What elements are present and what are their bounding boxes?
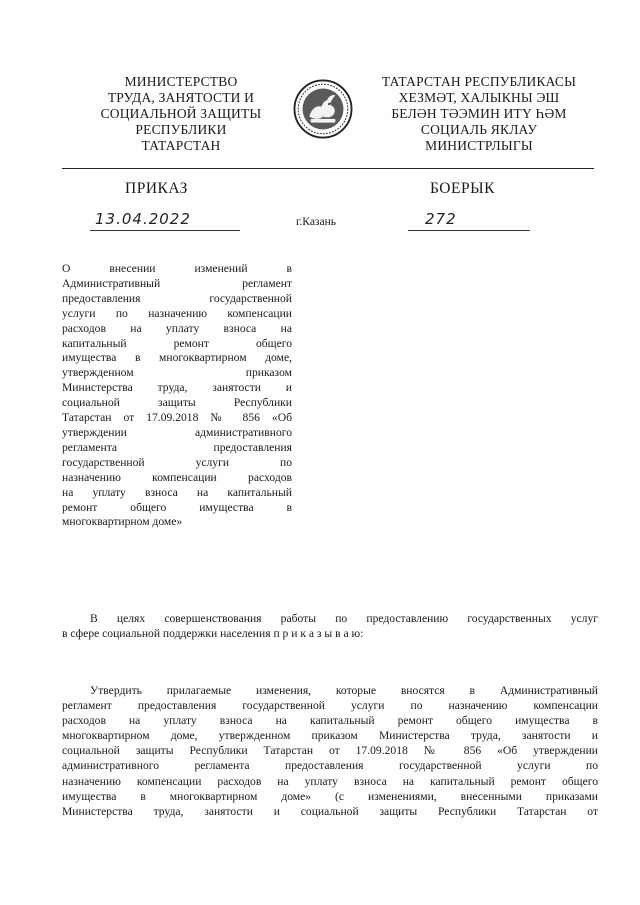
order-date: 13.04.2022 (95, 210, 191, 228)
body-line: имущества в многоквартирном доме» (с изменениями, внесенными приказами (62, 789, 598, 803)
ministry-name-line: СОЦИАЛЬНОЙ ЗАЩИТЫ (100, 106, 262, 121)
subject-line: предоставления государственной (62, 291, 292, 305)
body-line: социальной защиты Республики Татарстан от 17.09.2018 № 856 «Об утверждении (62, 744, 598, 758)
order-preamble (62, 611, 598, 641)
ministry-name-line: СОЦИАЛЬ ЯКЛАУ (420, 122, 538, 137)
preamble-line: В целях совершенствования работы по предоставлению государственных услуг (90, 612, 598, 625)
subject-line: утвержденном приказом (62, 366, 292, 380)
ministry-name-line: ХЕЗМӘТ, ХАЛЫКНЫ ЭШ (398, 90, 560, 105)
subject-line: на уплату взноса на капитальный (62, 485, 292, 499)
subject-line: Административный регламент (62, 276, 292, 290)
ministry-name-line: ТАТАРСТАН (141, 138, 221, 153)
ministry-name-line: ТРУДА, ЗАНЯТОСТИ И (107, 90, 255, 105)
body-line: регламент предоставления государственной услуги по назначению компенсации (62, 699, 598, 713)
ministry-name-russian (86, 74, 276, 154)
subject-line: расходов на уплату взноса на (62, 321, 292, 335)
subject-line: О внесении изменений в (62, 262, 292, 275)
ministry-name-line: РЕСПУБЛИКИ (135, 122, 227, 137)
subject-line: Татарстан от 17.09.2018 № 856 «Об (62, 411, 292, 425)
subject-line: услуги по назначению компенсации (62, 306, 292, 320)
subject-line: социальной защиты Республики (62, 396, 292, 410)
subject-line: ремонт общего имущества в (62, 500, 292, 514)
body-line: назначению компенсации расходов на уплату взноса на капитальный ремонт общего (62, 774, 598, 788)
body-line: расходов на уплату взноса на капитальный ремонт общего имущества в (62, 714, 598, 728)
order-number: 272 (425, 210, 457, 228)
coat-of-arms-icon (292, 78, 354, 140)
header-divider (62, 168, 594, 169)
order-city: г.Казань (296, 216, 336, 228)
number-underline (408, 230, 530, 231)
body-line: Министерства труда, занятости и социальной защиты Республики Татарстан от (62, 804, 598, 818)
body-line: Утвердить прилагаемые изменения, которые вносятся в Административный (90, 684, 598, 697)
order-subject (62, 262, 292, 530)
subject-line: государственной услуги по (62, 455, 292, 469)
ministry-name-line: ТАТАРСТАН РЕСПУБЛИКАСЫ (381, 74, 577, 89)
subject-line: капитальный ремонт общего (62, 336, 292, 350)
body-line: многоквартирном доме, утвержденном приказом Министерства труда, занятости и (62, 729, 598, 743)
body-line: административного регламента предоставления государственной услуги по (62, 759, 598, 773)
ministry-name-line: МИНИСТРЛЫГЫ (425, 138, 533, 153)
order-kind-russian: ПРИКАЗ (125, 180, 188, 197)
ministry-name-tatar (364, 74, 594, 154)
order-kind-tatar: БОЕРЫК (430, 180, 495, 197)
ministry-name-line: МИНИСТЕРСТВО (124, 74, 238, 89)
date-underline (90, 230, 240, 231)
subject-line: Министерства труда, занятости и (62, 381, 292, 395)
subject-line: регламента предоставления (62, 440, 292, 454)
subject-line: назначению компенсации расходов (62, 470, 292, 484)
subject-line: имущества в многоквартирном доме, (62, 351, 292, 365)
subject-line: утверждении административного (62, 425, 292, 439)
preamble-line: в сфере социальной поддержки населения п р и к а з ы в а ю: (62, 627, 364, 640)
subject-line: многоквартирном доме» (62, 515, 183, 529)
ministry-name-line: БЕЛӘН ТӘЭМИН ИТҮ ҺӘМ (391, 106, 567, 121)
order-body-paragraph (62, 683, 598, 819)
